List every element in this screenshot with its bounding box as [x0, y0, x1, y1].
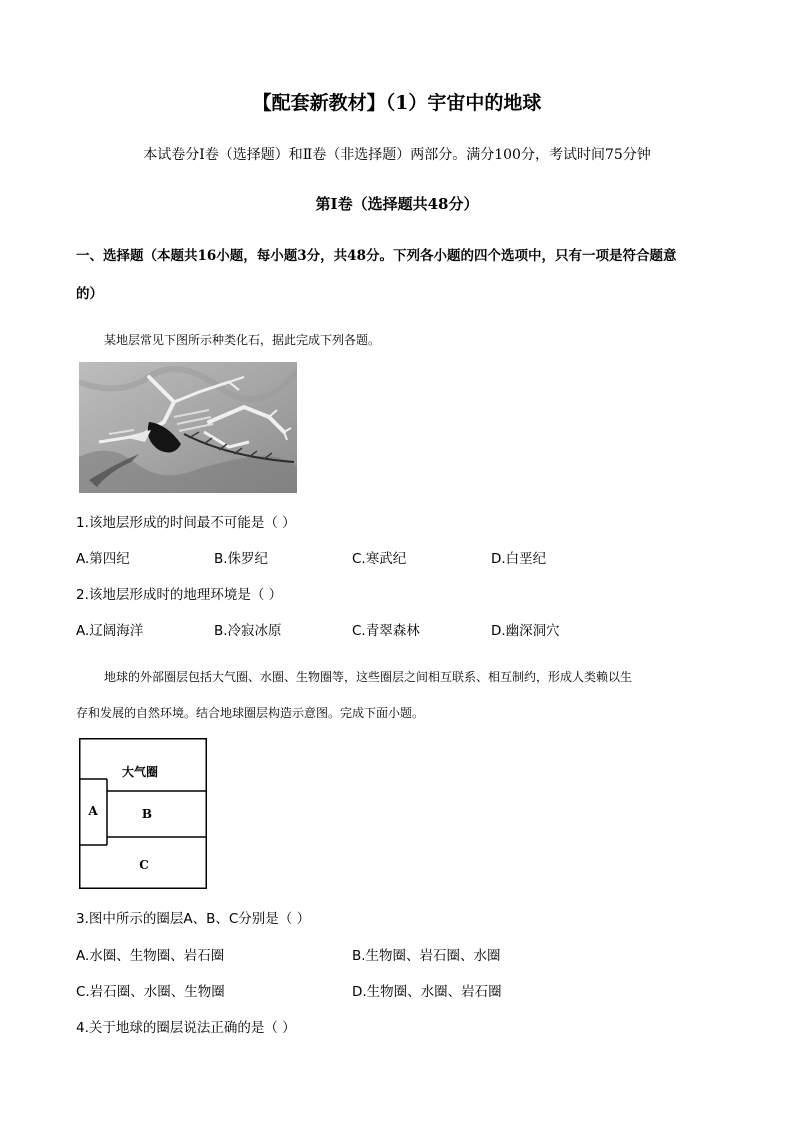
label-b: B: [141, 807, 153, 821]
label-atmosphere: 大气圈: [121, 765, 159, 779]
passage-spheres-line-2: 存和发展的自然环境。结合地球圈层构造示意图。完成下面小题。: [76, 706, 425, 720]
label-c: C: [139, 858, 149, 872]
fossil-image: [79, 362, 297, 493]
q2-option-d: D.幽深洞穴: [491, 623, 560, 639]
q3-option-d: D.生物圈、水圈、岩石圈: [352, 984, 502, 1000]
passage-spheres-line-1: 地球的外部圈层包括大气圈、水圈、生物圈等，这些圈层之间相互联系、相互制约，形成人类赖以生: [104, 670, 633, 684]
exam-intro: 本试卷分Ⅰ卷（选择题）和Ⅱ卷（非选择题）两部分。满分100分，考试时间75分钟: [143, 147, 651, 163]
q3-option-b: B.生物圈、岩石圈、水圈: [352, 948, 501, 964]
label-a: A: [88, 804, 98, 818]
q2-option-a: A.辽阔海洋: [76, 623, 144, 639]
q1-option-d: D.白垩纪: [491, 551, 547, 567]
section-heading: 第Ⅰ卷（选择题共48分）: [315, 195, 479, 213]
question-4: 4.关于地球的圈层说法正确的是（ ）: [76, 1020, 296, 1036]
question-3: 3.图中所示的圈层A、B、C分别是（ ）: [76, 911, 311, 927]
instructions-line-2: 的）: [76, 286, 103, 302]
passage-fossil: 某地层常见下图所示种类化石，据此完成下列各题。: [104, 333, 381, 347]
q1-option-c: C.寒武纪: [352, 551, 407, 567]
q1-option-a: A.第四纪: [76, 551, 130, 567]
question-2: 2.该地层形成时的地理环境是（ ）: [76, 587, 283, 603]
q3-option-c: C.岩石圈、水圈、生物圈: [76, 984, 225, 1000]
q1-option-b: B.侏罗纪: [214, 551, 269, 567]
question-1: 1.该地层形成的时间最不可能是（ ）: [76, 515, 296, 531]
instructions-line-1: 一、选择题（本题共16小题，每小题3分，共48分。下列各小题的四个选项中，只有一项是符合题意: [76, 248, 677, 264]
sphere-diagram: [79, 738, 207, 889]
q2-option-c: C.青翠森林: [352, 623, 420, 639]
q3-option-a: A.水圈、生物圈、岩石圈: [76, 948, 225, 964]
q2-option-b: B.冷寂冰原: [214, 623, 282, 639]
page-title: 【配套新教材】（1）宇宙中的地球: [252, 92, 542, 114]
